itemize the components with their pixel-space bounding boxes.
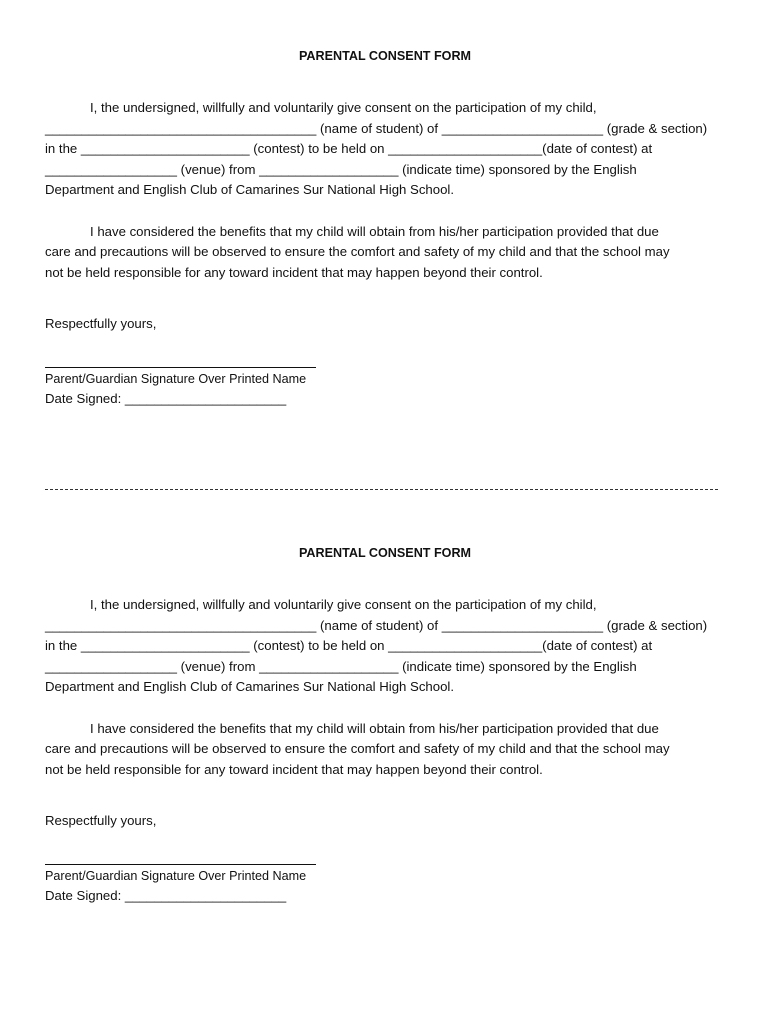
closing-text: Respectfully yours, — [45, 316, 157, 331]
signature-line — [45, 845, 316, 865]
consent-line: in the _______________________ (contest) to be held on _____________________(date of contest) at — [45, 638, 653, 653]
consent-line: _____________________________________ (name of student) of ______________________ (grade & section) — [45, 120, 708, 136]
signature-caption: Parent/Guardian Signature Over Printed Name — [45, 869, 307, 883]
closing-text: Respectfully yours, — [45, 813, 157, 828]
benefits-line: I have considered the benefits that my child will obtain from his/her participation provided that due — [90, 223, 659, 239]
form-title: PARENTAL CONSENT FORM — [298, 546, 472, 560]
consent-line: __________________ (venue) from ___________________ (indicate time) sponsored by the English — [45, 658, 637, 674]
consent-line: Department and English Club of Camarines Sur National High School. — [45, 679, 455, 694]
consent-line: I, the undersigned, willfully and voluntarily give consent on the participation of my child, — [90, 100, 597, 115]
benefits-line: not be held responsible for any toward incident that may happen beyond their control. — [45, 264, 543, 280]
benefits-line: care and precautions will be observed to ensure the comfort and safety of my child and that the school may — [45, 741, 670, 756]
consent-form-top — [45, 48, 725, 409]
signature-line — [45, 348, 316, 368]
date-signed: Date Signed: ______________________ — [45, 888, 287, 903]
consent-line: _____________________________________ (name of student) of ______________________ (grade & section) — [45, 617, 708, 633]
consent-line: __________________ (venue) from ___________________ (indicate time) sponsored by the English — [45, 161, 637, 177]
cut-line-divider — [45, 489, 718, 490]
benefits-paragraph — [45, 222, 725, 284]
signature-caption: Parent/Guardian Signature Over Printed Name — [45, 372, 307, 386]
consent-line: I, the undersigned, willfully and voluntarily give consent on the participation of my child, — [90, 597, 597, 612]
consent-line: Department and English Club of Camarines Sur National High School. — [45, 182, 455, 197]
benefits-line: not be held responsible for any toward incident that may happen beyond their control. — [45, 761, 543, 777]
form-title: PARENTAL CONSENT FORM — [298, 49, 472, 63]
consent-paragraph — [45, 595, 725, 698]
benefits-line: I have considered the benefits that my child will obtain from his/her participation provided that due — [90, 720, 659, 736]
consent-paragraph — [45, 98, 725, 201]
consent-line: in the _______________________ (contest) to be held on _____________________(date of contest) at — [45, 141, 653, 156]
benefits-line: care and precautions will be observed to ensure the comfort and safety of my child and that the school may — [45, 244, 670, 259]
consent-form-bottom — [45, 545, 725, 906]
benefits-paragraph — [45, 719, 725, 781]
date-signed: Date Signed: ______________________ — [45, 391, 287, 406]
